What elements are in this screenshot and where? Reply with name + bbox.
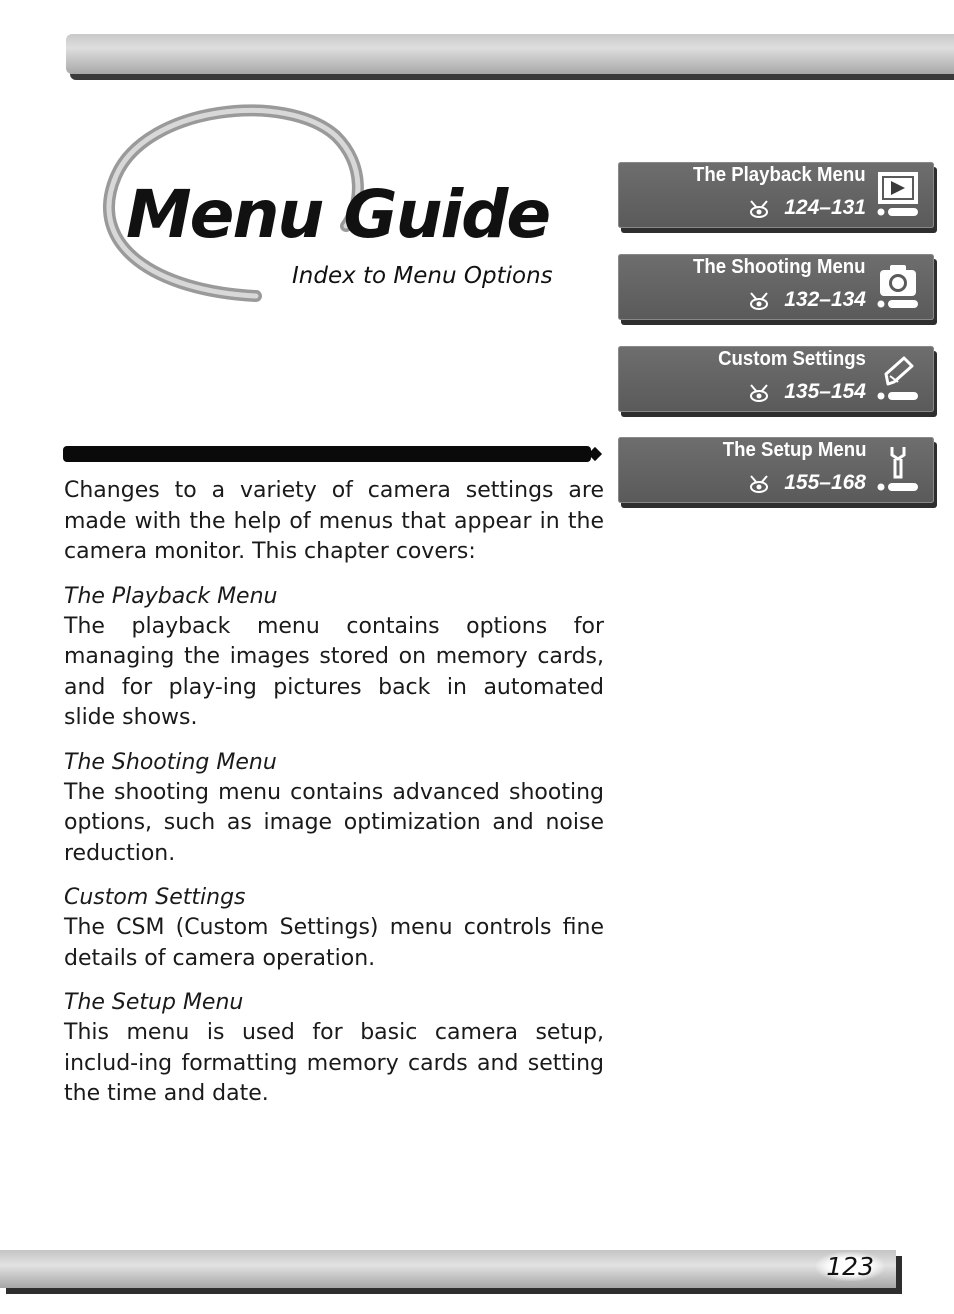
page-number: 123: [816, 1252, 884, 1281]
section-body: The shooting menu contains advanced shooting options, such as image optimization and noise reduction.: [64, 779, 604, 866]
section-heading: The Setup Menu: [64, 990, 244, 1015]
tab-title: The Setup Menu: [722, 439, 866, 461]
top-banner-bar: [66, 34, 954, 74]
section-body: The CSM (Custom Settings) menu controls fine details of camera operation.: [64, 915, 604, 971]
section-heading: Custom Settings: [64, 885, 246, 910]
tab-title: The Shooting Menu: [693, 256, 866, 278]
section-body: The playback menu contains options for managing the images stored on memory cards, and for play-ing pictures back in automated slide shows.: [64, 613, 604, 730]
tab-shooting-menu[interactable]: [618, 254, 934, 320]
section-body: This menu is used for basic camera setup, includ-ing formatting memory cards and setting the time and date.: [64, 1020, 604, 1106]
section-playback-menu: [64, 582, 604, 734]
wrench-icon: [876, 445, 920, 493]
tab-title: The Playback Menu: [693, 164, 866, 186]
tab-page-range: 132–134: [784, 288, 866, 311]
pencil-icon: [876, 354, 920, 402]
camera-icon: [876, 262, 920, 310]
section-shooting-menu: [64, 748, 604, 870]
playback-icon: [876, 170, 920, 218]
tab-title: Custom Settings: [718, 348, 866, 370]
section-heading: The Shooting Menu: [64, 749, 277, 775]
page-title: Menu Guide: [126, 176, 550, 253]
footer-bar: [0, 1250, 896, 1288]
tab-playback-menu[interactable]: [618, 162, 934, 228]
tab-page-range: 124–131: [784, 196, 866, 219]
section-divider: [63, 446, 591, 462]
page-reference-icon: [748, 291, 770, 311]
page-reference-icon: [748, 199, 770, 219]
tab-page-range: 155–168: [784, 471, 866, 494]
tab-setup-menu[interactable]: [618, 437, 934, 503]
intro-paragraph: Changes to a variety of camera settings are made with the help of menus that appear in the camera monitor. This chapter covers:: [64, 478, 604, 564]
main-content: [64, 476, 604, 1110]
page-reference-icon: [748, 474, 770, 494]
section-setup-menu: [64, 988, 604, 1110]
section-heading: The Playback Menu: [64, 583, 278, 609]
page-subtitle: Index to Menu Options: [292, 263, 553, 289]
page-reference-icon: [748, 383, 770, 403]
section-custom-settings: [64, 883, 604, 974]
tab-custom-settings[interactable]: [618, 346, 934, 412]
tab-page-range: 135–154: [784, 380, 866, 403]
